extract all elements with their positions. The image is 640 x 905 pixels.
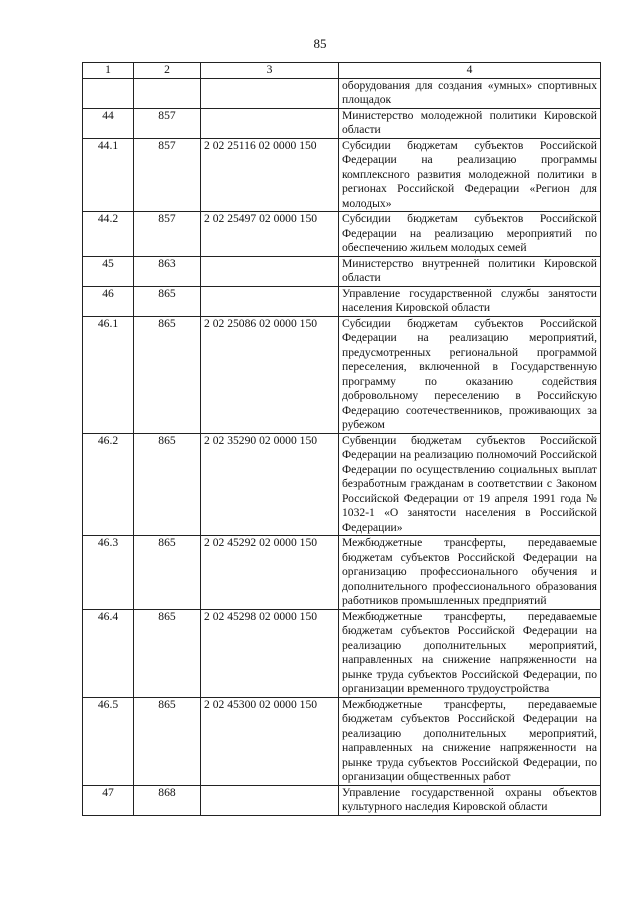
row-number: 46.2 xyxy=(83,433,134,536)
table-row xyxy=(83,286,601,316)
admin-code: 865 xyxy=(134,286,201,316)
admin-code: 865 xyxy=(134,433,201,536)
row-number: 46 xyxy=(83,286,134,316)
description: Министерство внутренней политики Кировской области xyxy=(339,256,601,286)
row-number: 46.1 xyxy=(83,316,134,433)
column-header: 1 xyxy=(83,63,134,79)
table-row xyxy=(83,785,601,815)
row-number xyxy=(83,78,134,108)
admin-code: 868 xyxy=(134,785,201,815)
row-number: 45 xyxy=(83,256,134,286)
budget-table xyxy=(82,62,601,816)
description: Межбюджетные трансферты, передаваемые бюджетам субъектов Российской Федерации на реализацию дополнительных мероприятий, направленных на снижение напряженности на рынке труда субъектов Российской Федерации, по организации временного трудоустройства xyxy=(339,609,601,697)
description: Межбюджетные трансферты, передаваемые бюджетам субъектов Российской Федерации на реализацию дополнительных мероприятий, направленных на снижение напряженности на рынке труда субъектов Российской Федерации, по организации общественных работ xyxy=(339,697,601,785)
row-number: 44 xyxy=(83,108,134,138)
table-row xyxy=(83,78,601,108)
row-number: 46.4 xyxy=(83,609,134,697)
table-row xyxy=(83,433,601,536)
admin-code xyxy=(134,78,201,108)
budget-code: 2 02 45300 02 0000 150 xyxy=(201,697,339,785)
page-number: 85 xyxy=(313,36,327,51)
table-row xyxy=(83,256,601,286)
row-number: 44.1 xyxy=(83,138,134,212)
description: Субсидии бюджетам субъектов Российской Федерации на реализацию мероприятий по обеспечению жильем молодых семей xyxy=(339,212,601,257)
budget-code xyxy=(201,785,339,815)
row-number: 47 xyxy=(83,785,134,815)
description: Управление государственной службы занятости населения Кировской области xyxy=(339,286,601,316)
row-number: 44.2 xyxy=(83,212,134,257)
column-header: 2 xyxy=(134,63,201,79)
table-row xyxy=(83,138,601,212)
description: оборудования для создания «умных» спортивных площадок xyxy=(339,78,601,108)
description: Субвенции бюджетам субъектов Российской Федерации на реализацию полномочий Российской Федерации по осуществлению социальных выплат безработным гражданам в соответствии с Законом Российской Федерации от 19 апреля 1991 года № 1032-1 «О занятости населения в Российской Федерации» xyxy=(339,433,601,536)
row-number: 46.5 xyxy=(83,697,134,785)
table-row xyxy=(83,108,601,138)
table-row xyxy=(83,212,601,257)
admin-code: 857 xyxy=(134,138,201,212)
admin-code: 857 xyxy=(134,212,201,257)
budget-code: 2 02 25497 02 0000 150 xyxy=(201,212,339,257)
budget-code: 2 02 45298 02 0000 150 xyxy=(201,609,339,697)
admin-code: 865 xyxy=(134,536,201,610)
table-header-row xyxy=(83,63,601,79)
description: Субсидии бюджетам субъектов Российской Федерации на реализацию программы комплексного развития молодежной политики в регионах Российской Федерации «Регион для молодых» xyxy=(339,138,601,212)
admin-code: 863 xyxy=(134,256,201,286)
table-row xyxy=(83,536,601,610)
column-header: 4 xyxy=(339,63,601,79)
budget-code: 2 02 45292 02 0000 150 xyxy=(201,536,339,610)
table-row xyxy=(83,697,601,785)
admin-code: 865 xyxy=(134,697,201,785)
budget-code xyxy=(201,78,339,108)
column-header: 3 xyxy=(201,63,339,79)
description: Управление государственной охраны объектов культурного наследия Кировской области xyxy=(339,785,601,815)
admin-code: 865 xyxy=(134,609,201,697)
table-row xyxy=(83,316,601,433)
description: Министерство молодежной политики Кировской области xyxy=(339,108,601,138)
budget-code xyxy=(201,256,339,286)
admin-code: 857 xyxy=(134,108,201,138)
description: Субсидии бюджетам субъектов Российской Федерации на реализацию мероприятий, предусмотренных региональной программой переселения, включенной в Государственную программу по оказанию содействия добровольному переселению в Российскую Федерацию соотечественников, проживающих за рубежом xyxy=(339,316,601,433)
budget-code: 2 02 35290 02 0000 150 xyxy=(201,433,339,536)
table-row xyxy=(83,609,601,697)
row-number: 46.3 xyxy=(83,536,134,610)
budget-code: 2 02 25116 02 0000 150 xyxy=(201,138,339,212)
budget-code: 2 02 25086 02 0000 150 xyxy=(201,316,339,433)
budget-code xyxy=(201,286,339,316)
budget-code xyxy=(201,108,339,138)
admin-code: 865 xyxy=(134,316,201,433)
description: Межбюджетные трансферты, передаваемые бюджетам субъектов Российской Федерации на организацию профессионального обучения и дополнительного профессионального образования работников промышленных предприятий xyxy=(339,536,601,610)
